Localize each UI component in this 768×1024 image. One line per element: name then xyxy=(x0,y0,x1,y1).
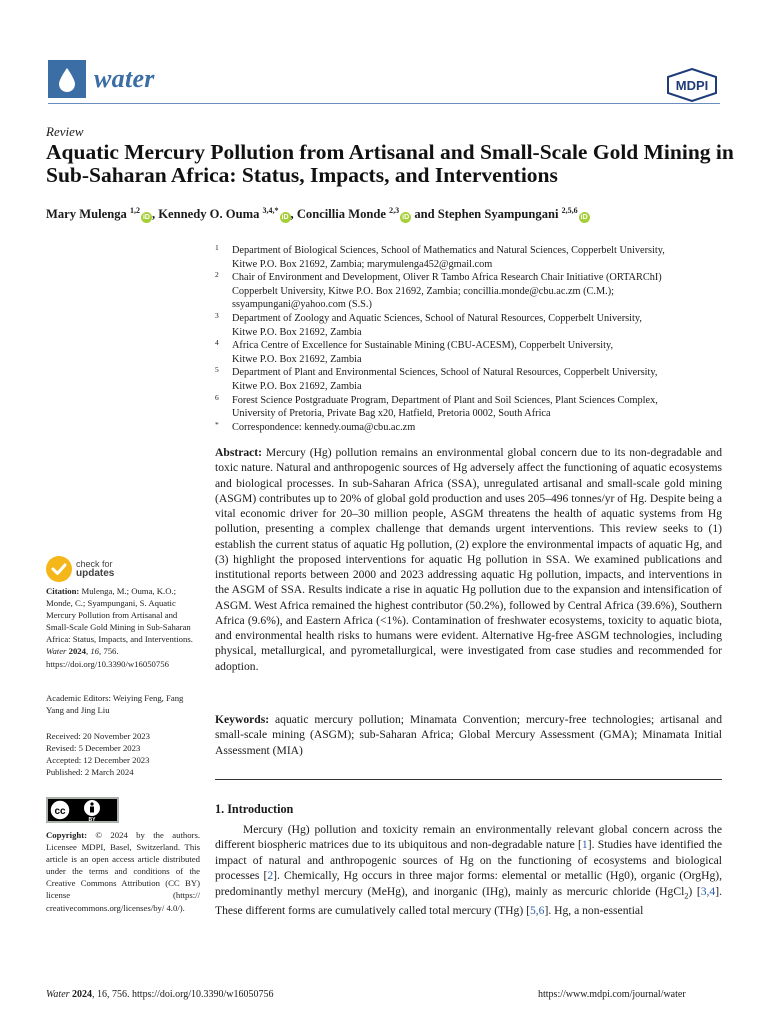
citation: Citation: Mulenga, M.; Ouma, K.O.; Monde, C.; Syampungani, S. Aquatic Mercury Pollution from Artisanal and Small-Scale Gold Mining in Sub-Saharan Africa: Status, Impacts, and Interventions. Water 2024, 16, 756. https://doi.org/10.3390/w16050756 xyxy=(46,586,193,669)
reference-link[interactable]: 1 xyxy=(581,838,588,852)
section-divider xyxy=(215,779,722,780)
published-date: Published: 2 March 2024 xyxy=(46,767,134,778)
mdpi-logo-text: MDPI xyxy=(675,78,709,93)
svg-text:BY: BY xyxy=(88,817,96,823)
keywords xyxy=(215,712,722,758)
reference-link[interactable]: 3,4 xyxy=(700,884,716,898)
article-title: Aquatic Mercury Pollution from Artisanal and Small-Scale Gold Mining in Sub-Saharan Africa: Status, Impacts, and Interventions xyxy=(46,140,734,187)
mdpi-logo xyxy=(666,68,718,102)
affiliation-item: 3 Department of Zoology and Aquatic Sciences, School of Natural Resources, Copperbelt University, Kitwe P.O. Box 21692, Zambia xyxy=(215,310,642,338)
footer-citation: Water 2024, 16, 756. https://doi.org/10.3390/w16050756 xyxy=(46,989,274,1000)
orcid-icon[interactable]: iD xyxy=(281,214,289,222)
affiliation-item: * Correspondence: kennedy.ouma@cbu.ac.zm xyxy=(215,419,416,433)
author-affiliation-marks: 3,4,* xyxy=(262,206,279,215)
author-name: Concillia Monde xyxy=(296,207,390,222)
affiliations xyxy=(215,244,735,434)
affiliation-item: 2 Chair of Environment and Development, Oliver R Tambo Africa Research Chair Initiative (ORTARChI) Copperbelt University, Kitwe P.O. Box 21692, Zambia; concillia.monde@cbu.ac.zm (C.M.); ssyampungani@yahoo.com (S.S.) xyxy=(215,270,662,311)
affiliation-item: 4 Africa Centre of Excellence for Sustainable Mining (CBU-ACESM), Copperbelt University, Kitwe P.O. Box 21692, Zambia xyxy=(215,338,614,365)
introduction-text: Mercury (Hg) pollution and toxicity remain an environmentally relevant global concern across the different biospheric matrices due to its ubiquitous and non-degradable nature [1]. Studies have identified the impact of natural and anthropogenic sources of Hg on the functioning of ecosystems and biological processes [2]. Chemically, Hg occurs in three major forms: elemental or metallic (Hg0), organic (OrgHg), predominantly methyl mercury (MeHg), and inorganic (IHg), mainly as mercuric chloride (HgCl$_2$) [3,4]. These different forms are cumulatively called total mercury (THg) [5,6]. Hg, a non-essential xyxy=(215,823,722,918)
author-list: Mary Mulenga $^{1,2}$iD , Kennedy O. Ouma $^{3,4,*}$iD , Concillia Monde $^{2,3}$iD and Stephen Syampungani $^{2,5,6}$iD xyxy=(46,206,588,222)
author-affiliation-marks: 2,5,6 xyxy=(561,206,578,215)
affiliation-item: 6 Forest Science Postgraduate Program, Department of Plant and Soil Sciences, Plant Sciences Complex, University of Pretoria, Private Bag x20, Hatfield, Pretoria 0002, South Africa xyxy=(215,392,658,420)
received-date: Received: 20 November 2023 xyxy=(46,731,150,741)
keywords-label: Keywords: xyxy=(215,713,270,726)
reference-link[interactable]: 5,6 xyxy=(529,904,545,918)
copyright-notice: Copyright: © 2024 by the authors. Licensee MDPI, Basel, Switzerland. This article is an open access article distributed under the terms and conditions of the Creative Commons Attribution (CC BY) license (https:// creativecommons.org/licenses/by/ 4.0/). xyxy=(46,830,200,913)
affiliation-item: 1 Department of Biological Sciences, School of Mathematics and Natural Sciences, Copperbelt University, Kitwe P.O. Box 21692, Zambia; marymulenga452@gmail.com xyxy=(215,243,665,270)
accepted-date: Accepted: 12 December 2023 xyxy=(46,755,150,766)
cc-by-license-icon[interactable] xyxy=(46,797,119,823)
abstract-label: Abstract: xyxy=(215,446,263,459)
orcid-icon[interactable]: iD xyxy=(580,214,588,222)
water-journal-logo xyxy=(48,60,86,98)
publication-dates xyxy=(46,730,200,778)
svg-text:cc: cc xyxy=(54,806,66,817)
introduction-heading: 1. Introduction xyxy=(215,802,294,816)
article-type: Review xyxy=(46,124,84,139)
abstract-text: Mercury (Hg) pollution remains an environmental global concern due to its non-degradable and toxic nature. Natural and anthropogenic sources of Hg adversely affect the functioning of aquatic ecosystems and biological processes. In sub-Saharan Africa (SSA), unregulated artisanal and small-scale gold mining (ASGM) contributes up to 20% of global gold production and uses 205–496 tonnes/yr of Hg. Despite being a vital economic driver for 20–30 million people, ASGM threatens the health of aquatic systems from Hg pollution, presenting a complex challenge that demands urgent interventions. This review seeks to (1) establish the current status of aquatic Hg pollution, (2) explore the environmental impacts of aquatic Hg, and (3) highlight the proposed interventions for aquatic Hg pollution in SSA. We examined publications and institutional reports between 2000 and 2023 addressing aquatic Hg pollution, impacts, and interventions in the ASGM of SSA. Results indicate a rise in aquatic Hg pollution due to the expansion and intensification of ASGM. West Africa remained the highest contributor (50.2%), followed by Central Africa (39.6%), Southern Africa (9.6%), and Eastern Africa (<1%). Contamination of freshwater ecosystems, toxicity to aquatic biota, and environmental health risks to humans were evident. Alternative Hg-free ASGM technologies, including physical, metallurgical, and pyrometallurgical, were investigated from case studies and recommended for adoption. xyxy=(215,446,722,673)
footer-journal-url[interactable]: https://www.mdpi.com/journal/water xyxy=(538,989,686,1000)
journal-name: water xyxy=(94,64,155,93)
academic-editors: Academic Editors: Weiying Feng, Fang Yang and Jing Liu xyxy=(46,693,184,716)
abstract xyxy=(215,445,722,674)
author-affiliation-marks: 2,3 xyxy=(389,206,400,215)
author-name: Mary Mulenga xyxy=(46,207,130,222)
reference-link[interactable]: 2 xyxy=(267,869,274,883)
author-name: Kennedy O. Ouma xyxy=(158,207,263,222)
author-name: Stephen Syampungani xyxy=(437,207,562,222)
author-affiliation-marks: 1,2 xyxy=(129,206,140,215)
affiliation-item: 5 Department of Plant and Environmental Sciences, School of Natural Resources, Copperbelt University, Kitwe P.O. Box 21692, Zambia xyxy=(215,365,658,392)
check-for-updates-button[interactable]: check for updates xyxy=(46,556,161,584)
header-rule xyxy=(48,103,720,104)
keywords-text: aquatic mercury pollution; Minamata Convention; mercury-free technologies; artisanal and small-scale mining (ASGM); sub-Saharan Africa; Global Mercury Assessment (GMA); Minamata Initial Assessment (MIA) xyxy=(215,713,723,757)
orcid-icon[interactable]: iD xyxy=(142,214,150,222)
orcid-icon[interactable]: iD xyxy=(402,214,410,222)
revised-date: Revised: 5 December 2023 xyxy=(46,743,141,754)
check-for-updates-icon xyxy=(46,556,72,582)
